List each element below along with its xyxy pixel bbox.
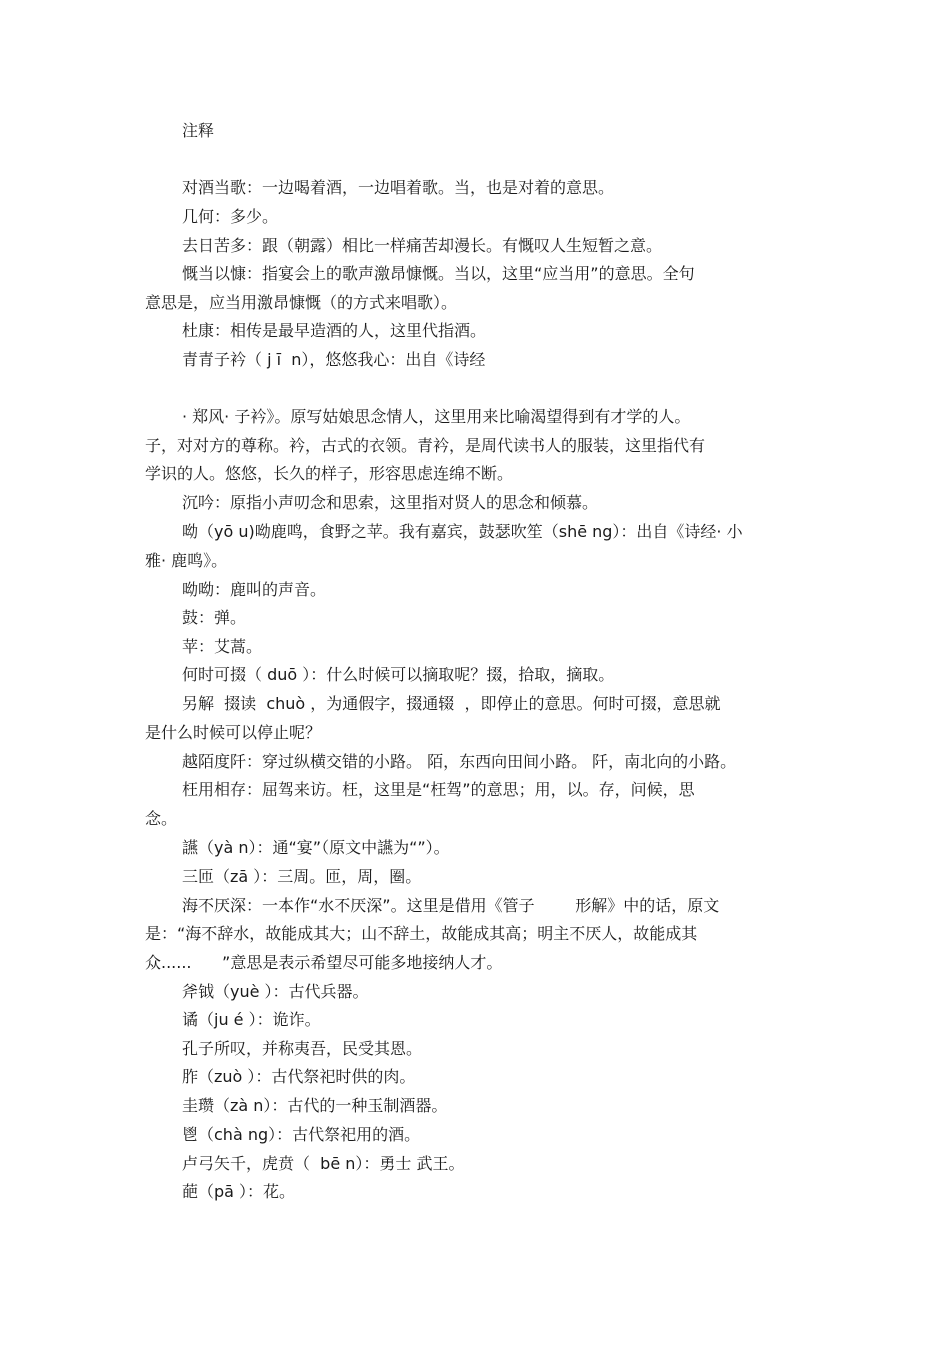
note-line: 讌（yà n）：通“宴”（原文中讌为“”）。: [182, 838, 450, 857]
note-line-continuation: 子，对对方的尊称。衿，古式的衣领。青衿，是周代读书人的服装，这里指代有: [145, 436, 706, 455]
note-line: 海不厌深：一本作“水不厌深”。这里是借用《管子 形解》中的话，原文: [182, 896, 720, 915]
note-line: 胙（zuò ）：古代祭祀时供的肉。: [182, 1067, 416, 1086]
note-line: 三匝（zā ）：三周。匝，周，圈。: [182, 867, 422, 886]
note-line: 苹：艾蒿。: [182, 637, 263, 656]
note-line: 鼓：弹。: [182, 608, 247, 627]
note-line: · 郑风· 子衿》。原写姑娘思念情人，这里用来比喻渴望得到有才学的人。: [182, 407, 691, 426]
note-line: 慨当以慷：指宴会上的歌声激昂慷慨。当以，这里“应当用”的意思。全句: [182, 264, 695, 283]
note-line-continuation: 是：“海不辞水，故能成其大；山不辞土，故能成其高；明主不厌人，故能成其: [145, 924, 698, 943]
note-line: 越陌度阡：穿过纵横交错的小路。 陌，东西向田间小路。 阡，南北向的小路。: [182, 752, 737, 771]
note-line: 沉吟：原指小声叨念和思索，这里指对贤人的思念和倾慕。: [182, 493, 599, 512]
note-line: 何时可掇（ duō ）：什么时候可以摘取呢？掇，拾取，摘取。: [182, 665, 615, 684]
note-line: 呦（yō u)呦鹿鸣，食野之苹。我有嘉宾，鼓瑟吹笙（shē ng）：出自《诗经· 小: [182, 522, 743, 541]
note-line: 呦呦：鹿叫的声音。: [182, 580, 327, 599]
note-line-continuation: 学识的人。悠悠，长久的样子，形容思虑连绵不断。: [145, 464, 514, 483]
note-line-continuation: 意思是，应当用激昂慷慨（的方式来唱歌）。: [145, 293, 458, 312]
note-line: 卢弓矢千，虎贲（ bē n）：勇士 武王。: [182, 1154, 465, 1173]
note-line: 圭瓒（zà n）：古代的一种玉制酒器。: [182, 1096, 448, 1115]
note-line: 谲（ju é ）：诡诈。: [182, 1010, 321, 1029]
note-line: 对酒当歌：一边喝着酒，一边唱着歌。当，也是对着的意思。: [182, 178, 615, 197]
note-line: 鬯（chà ng）：古代祭祀用的酒。: [182, 1125, 421, 1144]
note-line: 枉用相存：屈驾来访。枉，这里是“枉驾”的意思；用，以。存，问候，思: [182, 780, 695, 799]
note-line-continuation: 众...... ”意思是表示希望尽可能多地接纳人才。: [145, 953, 503, 972]
note-line: 去日苦多：跟（朝露）相比一样痛苦却漫长。有慨叹人生短暂之意。: [182, 236, 663, 255]
note-line: 青青子衿（ j ī n），悠悠我心：出自《诗经: [182, 350, 486, 369]
note-line: 几何：多少。: [182, 207, 279, 226]
note-line-continuation: 雅· 鹿鸣》。: [145, 551, 228, 570]
section-heading: 注释: [182, 121, 215, 140]
note-line-continuation: 念。: [145, 809, 178, 828]
note-line: 另解 掇读 chuò ，为通假字，掇通辍 ，即停止的意思。何时可掇，意思就: [182, 694, 721, 713]
note-line: 葩（pā ）：花。: [182, 1182, 296, 1201]
note-line-continuation: 是什么时候可以停止呢？: [145, 723, 322, 742]
note-line: 孔子所叹，并称夷吾，民受其恩。: [182, 1039, 423, 1058]
note-line: 杜康：相传是最早造酒的人，这里代指酒。: [182, 321, 487, 340]
note-line: 斧钺（yuè ）：古代兵器。: [182, 982, 369, 1001]
